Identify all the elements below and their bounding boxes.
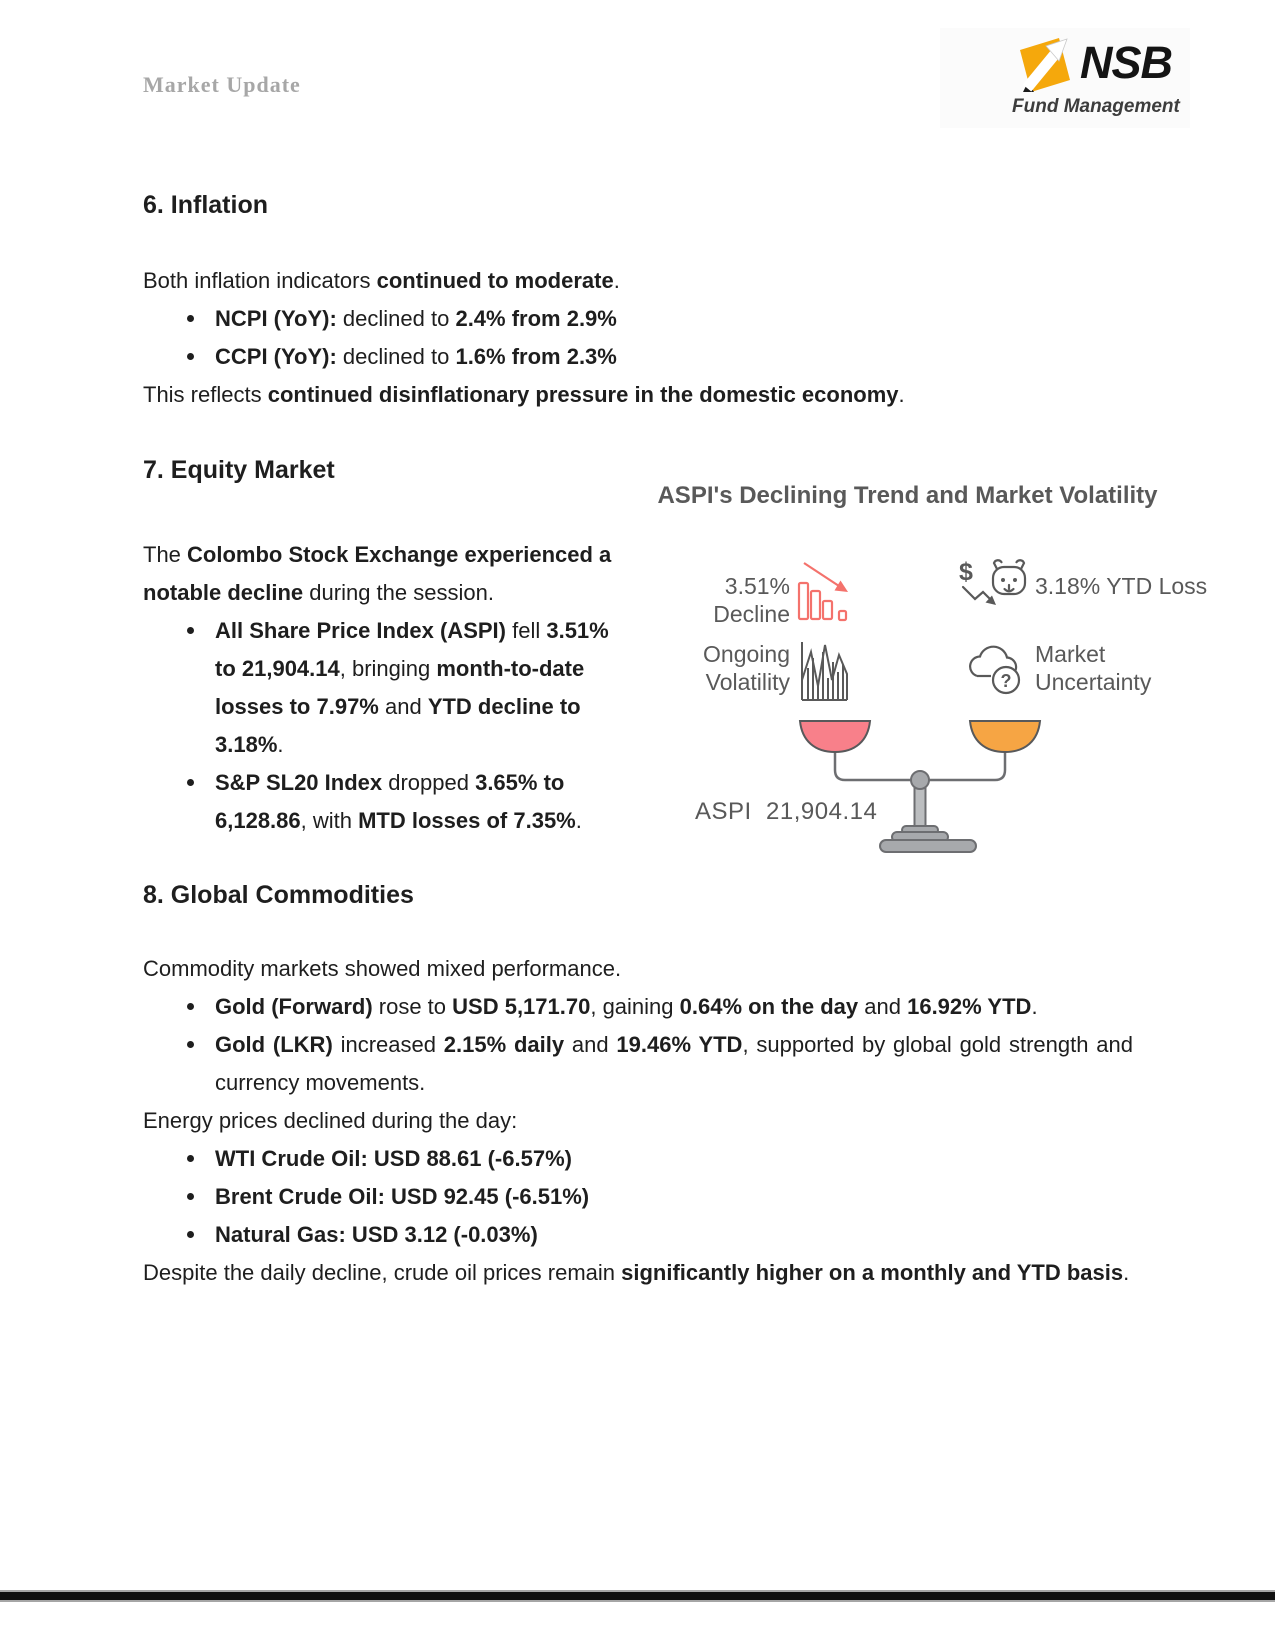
bear-dollar-decline-icon (958, 556, 1030, 622)
nsb-logo (940, 28, 1190, 128)
inflation-intro: Both inflation indicators continued to moderate. (143, 268, 620, 293)
inflation-bullet-list (143, 300, 1133, 376)
balance-scale-icon (780, 718, 1080, 860)
doc-title: Market Update (143, 72, 301, 97)
footer-divider (0, 1590, 1275, 1602)
energy-intro: Energy prices declined during the day: (143, 1108, 518, 1133)
inflation-heading: 6. Inflation (143, 191, 268, 219)
volatility-stat-label: Ongoing Volatility (703, 641, 790, 695)
aspi-label: ASPI (695, 798, 752, 825)
list-item: NCPI (YoY): declined to 2.4% from 2.9% (143, 300, 1133, 338)
list-item: WTI Crude Oil: USD 88.61 (-6.57%) (143, 1140, 1133, 1178)
energy-bullet-list (143, 1140, 1133, 1254)
logo-subtitle: Fund Management (1012, 96, 1180, 117)
aspi-infographic (650, 460, 1208, 865)
commodities-intro: Commodity markets showed mixed performance. (143, 956, 622, 981)
list-item: CCPI (YoY): declined to 1.6% from 2.3% (143, 338, 1133, 376)
list-item: Natural Gas: USD 3.12 (-0.03%) (143, 1216, 1133, 1254)
declining-bar-chart-icon (797, 560, 855, 622)
ytd-loss-stat-label: 3.18% YTD Loss (1035, 573, 1208, 599)
commodities-bullet-list (143, 988, 1133, 1102)
uncertainty-stat-label: Market Uncertainty (1035, 641, 1152, 695)
volatility-chart-icon (800, 638, 852, 702)
list-item: Gold (LKR) increased 2.15% daily and 19.46% YTD, supported by global gold strength and currency movements. (143, 1026, 1133, 1102)
equity-bullet-list (143, 612, 613, 840)
commodities-outro: Despite the daily decline, crude oil prices remain significantly higher on a monthly and YTD basis. (143, 1260, 1130, 1285)
equity-intro: The Colombo Stock Exchange experienced a notable decline during the session. (143, 542, 612, 605)
aspi-value: 21,904.14 (766, 798, 878, 825)
list-item: Gold (Forward) rose to USD 5,171.70, gaining 0.64% on the day and 16.92% YTD. (143, 988, 1133, 1026)
aspi-value-label (695, 798, 877, 826)
list-item: Brent Crude Oil: USD 92.45 (-6.51%) (143, 1178, 1133, 1216)
svg-text:?: ? (1000, 671, 1012, 691)
uncertainty-cloud-icon (962, 638, 1026, 700)
infographic-title: ASPI's Declining Trend and Market Volatility (657, 482, 1158, 509)
list-item: S&P SL20 Index dropped 3.65% to 6,128.86, with MTD losses of 7.35%. (143, 764, 613, 840)
list-item: All Share Price Index (ASPI) fell 3.51% to 21,904.14, bringing month-to-date losses to 7.97% and YTD decline to 3.18%. (143, 612, 613, 764)
equity-heading: 7. Equity Market (143, 456, 335, 484)
commodities-heading: 8. Global Commodities (143, 881, 414, 909)
equity-column (143, 536, 613, 840)
decline-stat-label: 3.51% Decline (713, 573, 790, 627)
inflation-outro: This reflects continued disinflationary pressure in the domestic economy. (143, 382, 905, 407)
logo-brand-text: NSB (1080, 37, 1173, 88)
svg-text:$: $ (959, 558, 973, 586)
nsb-arrow-icon (1010, 33, 1072, 97)
